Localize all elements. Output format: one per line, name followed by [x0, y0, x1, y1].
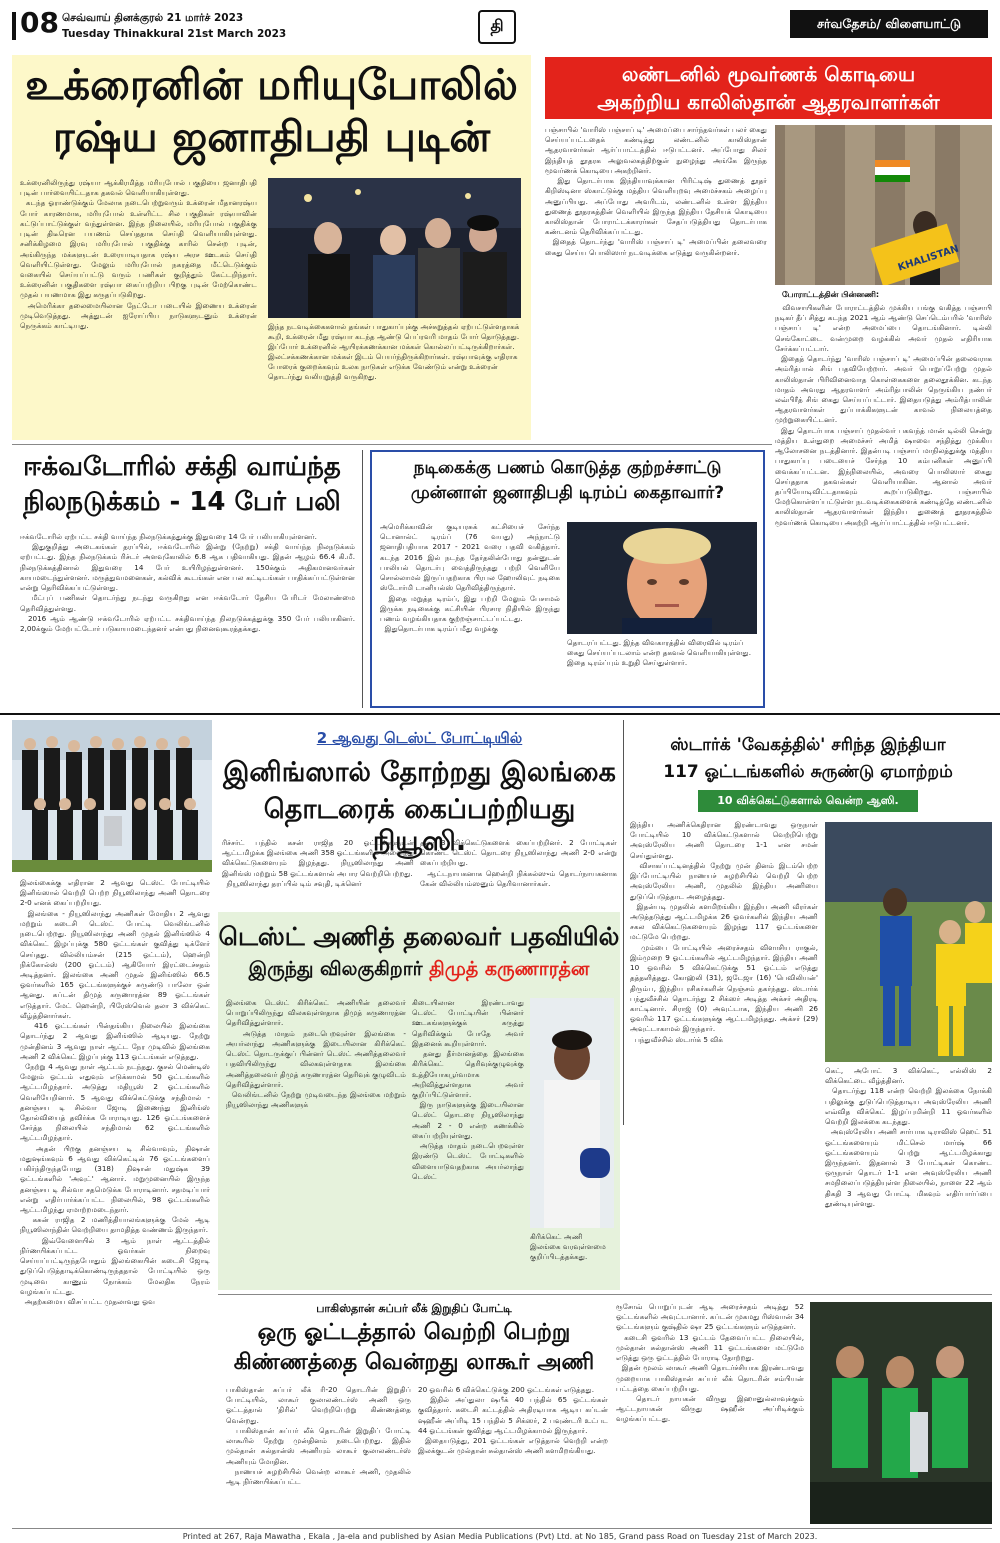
psl-body-1: பாகிஸ்தான் சுப்பர் லீக் ரி-20 தொடரின் இறுதிப் போட்டியில், லாகூர் குலாலண்டர்ஸ் அணி ஒரு ஓட்டத்தால் 'திரில்' வெற்றிபெற்று கிண்ணத்தை வென்றது. பாகிஸ்தான் சுப்பர் லீக் தொடரின் இறுதிப் போட்டி லாகூரில் நேற்று முன்தினம் நடைபெற்றது. இதில் முல்தான் சுல்தான்ஸ் அணியும் லாகூர் குலாலண்டர்ஸ் அணியும் மோதின. நாணயச் சுழற்சியில் வென்ற லாகூர் அணி, முதலில் ஆடி நிர்ணயிக்கப்பட்ட — [226, 1385, 411, 1486]
footer-rule — [12, 1528, 992, 1529]
story-trump-headline-1: நடிகைக்கு பணம் கொடுத்த குற்றச்சாட்டு — [413, 458, 722, 478]
india-aus-photo-image — [825, 822, 992, 1062]
section-label-text: சர்வதேசம்/ விளையாட்டு — [816, 16, 961, 31]
karunaratne-body-1: இலங்கை டெஸ்ட் கிரிக்கெட் அணியின் தலைவர் பொறுப்பிலிருந்து விலகவுள்ளதாக திமுத் கருணாரத்ன தெரிவித்துள்ளார். அடுத்த மாதம் நடைபெறவுள்ள இலங்கை - அயர்லாந்து அணிகளுக்கு இடையிலான கிரிக்கெட் டெஸ்ட் தொடருக்குப் பின்னர் டெஸ்ட் அணித்தலைவர் பதவியிலிருந்து விலகவுள்ளதாக இலங்கை அணித்தலைவர் திமுத் கருணாரத்ன தெரிவுக் குழுவிடம் தெரிவித்துள்ளார். வெலிங்டனில் நேற்று முடிவடைந்த இலங்கை மற்றும் நியூஸிலாந்து அணிகளுக் — [226, 998, 406, 1110]
story-putin-headline-2: ரஷ்ய ஜனாதிபதி புடின் — [52, 112, 491, 161]
divider-sl-nz — [623, 720, 624, 1125]
story-khalistan-headline-1: லண்டனில் மூவர்ணக் கொடியை — [621, 62, 916, 86]
karunaratne-photo-image — [530, 998, 614, 1228]
story-trump-headline-2: முன்னாள் ஜனாதிபதி டிரம்ப் கைதாவார்? — [410, 483, 725, 503]
psl-kicker: பாகிஸ்தான் சுப்பர் லீக் இறுதிப் போட்டி — [316, 1302, 512, 1315]
india-aus-headline-1: ஸ்டார்க் 'வேகத்தில்' சரிந்த இந்தியா — [670, 735, 946, 755]
karunaratne-body-2: கிடையிலான இரண்டாவது டெஸ்ட் போட்டியின் பின்னர் ஊடகங்களுக்குக் கருத்து தெரிவிக்கும் போதே அவர் இதனைக் கூறியுள்ளார். தனது தீர்மானத்தை இலங்கை கிரிக்கெட் தெரிவுக்குழுவுக்கு உத்தியோகபூர்வமாக அறிவித்துள்ளதாக அவர் குறிப்பிட்டுள்ளார். இரு நாடுகளுக்கு இடையிலான டெஸ்ட் தொடரை நியூஸிலாந்து அணி 2 - 0 என்ற கணக்கில் கைப்பற்றியுள்ளது. அடுத்த மாதம் நடைபெறவுள்ள இரண்டு டெஸ்ட் போட்டிகளில் விளையாடுவதற்காக அயர்லாந்து டெஸ்ட் — [412, 998, 524, 1181]
psl-photo-image — [810, 1302, 992, 1524]
psl-photo — [810, 1302, 992, 1524]
divider-middle — [0, 713, 1000, 715]
story-khalistan-headline-2: அகற்றிய காலிஸ்தான் ஆதரவாளர்கள் — [597, 90, 940, 114]
putin-photo — [268, 178, 521, 318]
karunaratne-headline-1: டெஸ்ட் அணித் தலைவர் பதவியில் — [218, 922, 620, 951]
page-number: 08 — [20, 6, 59, 39]
india-aus-subhead: 10 விக்கெட்டுகளால் வென்ற ஆஸி. — [717, 794, 899, 807]
karunaratne-headline-2-highlight: திமுத் கருணாரத்ன — [429, 958, 590, 980]
trump-photo-image — [567, 522, 757, 634]
india-aus-headline-2: 117 ஓட்டங்களில் சுருண்டு ஏமாற்றம் — [663, 762, 953, 782]
nz-team-photo — [12, 720, 212, 872]
date-english: Tuesday Thinakkural 21st March 2023 — [62, 28, 287, 40]
sl-nz-body: இலங்கைக்கு எதிரான 2 ஆவது டெஸ்ட் போட்டியில் இனிங்ஸால் வெற்றி பெற்ற நியூஸிலாந்து அணி தொடரை 2-0 எனக் கைப்பற்றியது. இலங்கை - நியூஸிலாந்து அணிகள் மோதிய 2 ஆவது மற்றும் கடைசி டெஸ்ட் போட்டி வெலிங்டனில் நடைபெற்றது. நியூஸிலாந்து அணி முதல் இனிங்ஸில் 4 விக்கெட் இழப்புக்கு 580 ஓட்டங்கள் குவித்து டிக்ளேர் செய்தது. வில்லியம்சன் (215 ஓட்டம்), ஹென்றி நிக்கோல்ஸ் (200 ஓட்டம்) ஆகியோர் இரட்டைச்சதம் அடித்தனர். இலங்கை அணி முதல் இனிங்ஸில் 66.5 ஓவர்களில் 165 ஓட்டங்களுக்குச் சுருண்டு பாலோ ஒன் ஆனது. கப்டன் திமுத் கருணாரத்ன 89 ஓட்டங்கள் எடுத்தார். மேட் ஹென்றி, பிரேஸ்வெல் தலா 3 விக்கெட் வீழ்த்தினார்கள். 416 ஓட்டங்கள் பின்தங்கிய நிலையில் இலங்கை தொடர்ந்து 2 ஆவது இனிங்ஸில் ஆடியது. நேற்று முன்தினம் 3 ஆவது நாள் ஆட்ட நேர முடிவில் இலங்கை அணி 2 விக்கெட் இழப்புக்கு 113 ஓட்டங்கள் எடுத்தது. நேற்று 4 ஆவது நாள் ஆட்டம் நடந்தது. குசல் மெண்டிஸ் மேலும் ஓட்டம் எதுவும் எடுக்காமல் 50 ஓட்டங்களில் ஆட்டமிழந்தார். அடுத்து மதியூஸ் 2 ஓட்டங்களில் வெளியேறினார். 5 ஆவது விக்கெட்டுக்கு சந்திமால் - தனஞ்சய டி சில்வா ஜோடி இணைந்து இனிங்ஸ் தோல்வியைத் தவிர்க்க போராடியது. 126 ஓட்டங்களைச் சேர்த்த நிலையில் சந்திமால் 62 ஓட்டங்களில் ஆட்டமிழந்தார். அதன் பிறகு தனஞ்சய டி சில்வாவும், நிஷான் மதுஷங்கவும் 6 ஆவது விக்கெட்டில் 76 ஓட்டங்களைப் பகிர்ந்திருந்தபோது (318) நிஷான் மதுஷ்க 39 ஓட்டங்களில் 'அவுட்' ஆனார். மறுமுனையில் இருந்த தனஞ்சய டி சில்வா சதமெடுக்க போராடினார். சதமடிப்பார் என்று எதிர்பார்க்கப்பட்ட நிலையில், 98 ஓட்டங்களில் ஆட்டமிழந்து ஏமாற்றமடைந்தார். கசுன் ராஜித 2 மணித்தியாலங்களுக்கு மேல் ஆடி நியூஸிலாந்தின் வெற்றியை தாமதித்த வண்ணம் இருந்தார். இவ்வேளையில் 3 ஆம் நாள் ஆட்டத்தில் நிர்ணயிக்கப்பட்ட ஓவர்கள் நிறைவு செய்யப்பட்டிருந்தபோதும் இலங்கையின் கடைசி ஜோடி துடுப்பெடுத்தாடிக்கொண்டிருந்ததால் போட்டியில் ஒரு முடிவை காணும் நோக்கம் மேலதிக நேரம் வழங்கப்பட்டது. அதற்கமைய விசப்பட்ட முதலாவது ஓவ — [20, 878, 210, 1306]
story-trump-caption: தொடரப்பட்டது. இந்த விவகாரத்தில் விரைவில் டிரம்ப் கைது செய்யப்படலாம் என்ற தகவல் வெளியாகியுள்ளது. இதை டிரம்ப்பும் உறுதி செய்துள்ளார். — [567, 638, 754, 668]
masthead — [0, 0, 1000, 50]
story-putin-body: உக்ரைனிலிருந்து ரஷ்யா ஆக்கிரமித்த மரியுபோல் பகுதியை ஜனாதிபதி புடின் பார்வையிட்டதாக தகவல் வெளியாகியுள்ளது. கடந்த ஓராண்டுக்கும் மேலாக நடைபெற்றுவரும் உக்ரைன் மீதானரஷ்ய போர் காரணமாக, மரியுபோல் உள்ளிட்ட சில பகுதிகள் ரஷ்யாவின் கட்டுப்பாட்டுக்குள் வந்துள்ளன. இந்த நிலையில், மரியுபோல் பகுதிக்கு புடின் திடீரென பயணம் செய்ததாக செய்தி வெளியாகியுள்ளது. சனிக்கிழமை இரவு மரியுபோல் பகுதிக்கு காரில் சென்ற புடின், அங்கிருந்த மக்களுடன் உரையாடியதாக ரஷ்ய அரச ஊடகம் செய்தி வெளியிட்டுள்ளது. மேலும் மரியுபோல் நகரத்தை மீட்டெடுக்கும் வகையில் செய்யப்பட்டு வரும் பணிகள் குறித்தும் கேட்டறிந்தார். உக்ரைனின் பகுதிகளை ரஷ்யா கைப்பற்றிய பிறகு புடின் மேற்கொண்ட முதல் பயணமாக இது கருதப்படுகிறது. அமெரிக்கா தலைமையிலான நேட்டோ படையில் இணைய உக்ரைன் முடிவெடுத்தது. அத்துடன் ஐரோப்பிய நாடுகளுடனும் உக்ரைன் நெருக்கம் காட்டியது. — [20, 178, 257, 331]
story-putin-caption: இந்த நடவடிக்கைகளால் தங்கள் பாதுகாப்புக்கு அச்சுறுத்தல் ஏற்பட்டுள்ளதாகக் கூறி, உக்ரைன் மீது ரஷ்யா கடந்த ஆண்டு பெப்ரவரி மாதம் போர் தொடுத்தது. இப்போர் உக்ரைனில் ஆயிரக்கணக்கான மக்கள் கொல்லப்பட்டிருக்கிறார்கள். இலட்சக்கணக்கான மக்கள் இடம் பெயர்ந்திருக்கிறார்கள். ரஷ்யாவுக்கு எதிராக போரைக் குறைக்கவும் உலக நாடுகள் எடுக்க வேண்டும் என்று உக்ரைன் தொடர்ந்து வலியுறுத்தி வருகிறது. — [268, 322, 520, 382]
putin-photo-image — [268, 178, 521, 318]
psl-headline-1: ஒரு ஓட்டத்தால் வெற்றி பெற்று — [257, 1320, 571, 1345]
karunaratne-photo — [530, 998, 614, 1228]
story-trump-body: அமெரிக்காவின் குடியரசுக் கட்சியைச் சேர்ந்த டொனால்ட் டிரம்ப் (76 வயது) அந்நாட்டு ஜனாதிபதியாக 2017 - 2021 வரை பதவி வகித்தார். கடந்த 2016 இல் நடந்த தேர்தலின்போது தன்னுடன் பாலியல் தொடர்பு வைத்திருந்தது பற்றி வெளியே சொல்லாமல் இருப்பதற்காக பிரபல ஹோலிவுட் நடிகை ஸ்டோர்மி டானியல்ஸ் தெரிவித்திருந்தார். இதை மறுத்த டிரம்ப், இது பற்றி மேலும் பேசாமல் இருக்க நடிகைக்கு கட்சியின் பிரசார நிதியில் இருந்து பணம் வழங்கியதாக குற்றஞ்சாட்டப்பட்டது. இதுதொடர்பாக டிரம்ப் மீது வழக்கு — [380, 522, 560, 634]
logo-glyph: தி — [490, 16, 504, 35]
footer-imprint: Printed at 267, Raja Mawatha , Ekala , Ja-ela and published by Asian Media Publications (Pvt) Ltd. at No 185, Grand pass Road on Tuesday 21st of March 2023. — [182, 1532, 818, 1541]
sl-nz-intro-2: தலா 3 விக்கெட்டுகளைக் கைப்பற்றினர். 2 போட்டிகள் கொண்ட டெஸ்ட் தொடரை நியூஸிலாந்து அணி 2-0 என்று கைப்பற்றியது. ஆட்டநாயகனாக ஹென்றி நிக்கல்ஸும் தொடர்நாயகனாக கேன் வில்லியம்ஸனும் தெரிவானார்கள். — [420, 838, 617, 888]
logo — [478, 10, 516, 44]
karunaratne-caption: கிரிக்கெட் அணி இலங்கை வரவுள்ளமை குறிப்பிடத்தக்கது. — [530, 1232, 609, 1262]
khalistan-sidebar-body: விவசாயிகளின் போராட்டத்தில் முக்கிய பங்கு வகித்த பஞ்சாபி நடிகர் தீப் சித்து கடந்த 2021 ஆம் ஆண்டு செப்டெம்பரில் 'வாரிஸ் பஞ்சாப் டி' என்ற அமைப்பை தொடங்கினார். டில்லி செங்கோட்டை வன்முறை வழக்கில் அவர் முதல் எதிரியாக சேர்க்கப்பட்டார். இதைத் தொடர்ந்து 'வாரிஸ் பஞ்சாப் டி' அமைப்பின் தலைவராக அம்ரித்பால் சிங் பதவியேற்றார். அவர் பொறுப்பேற்று முதல் காலிஸ்தான் பிரிவினைவாத கொள்கைகளை தலைதூக்கின. கடந்த மாதம் அவரது ஆதரவாளர் அம்ரித்பாலின் நெருங்கிய நண்பர் லவ்பிரீத் சிங் கைது செய்யப்பட்டார். இதையடுத்து அம்ரித்பாலின் ஆதரவாளர்கள் துப்பாக்கிகளுடன் காவல் நிலையத்தை முற்றுகையிட்டனர். இது தொடர்பாக பஞ்சாப் முதல்வர் பகவந்த் மான் டில்லி சென்று மத்திய உள்துறை அமைச்சர் அமித் ஷாவை சந்தித்து முக்கிய ஆலோசனை நடத்தினார். இதன்படி பஞ்சாப் மாநிலத்துக்கு மத்திய பாதுகாப்பு படையைச் சேர்ந்த 10 கம்பனிகள் அனுப்பி வைக்கப்பட்டன. இந்நிலையில், அவரை பொலிஸார் கைது செய்ததாக தகவல்கள் வெளியாகின. ஆனால் அவர் தப்பியோடிவிட்டதாகவும் கூறப்படுகிறது. பஞ்சாபில் மேற்கொள்ளப்பட்டுள்ள நடவடிக்கைகளைக் கண்டித்தே லண்டனில் காலிஸ்தான் ஆதரவாளர்கள் இந்திய துணைத் தூதரகத்தில் மூவர்ணக் கொடியை அகற்றி ஆர்ப்பாட்டத்தில் ஈடுபட்டனர். — [775, 303, 992, 527]
khalistan-photo — [775, 125, 992, 285]
khalistan-sidebar-heading: போராட்டத்தின் பின்னணி: — [782, 290, 880, 299]
divider-psl — [218, 1294, 992, 1295]
divider-top — [12, 444, 772, 445]
india-aus-caption: கெட், அபோட் 3 விக்கெட், எல்லிஸ் 2 விக்கெட்டை வீழ்த்தினர். தொடர்ந்து 118 என்ற வெற்றி இலக்கை நோக்கி பதிலுக்கு துடுப்பெடுத்தாடிய அவுஸ்ரேலிய அணி எவ்வித விக்கெட் இழப்புமின்றி 11 ஓவர்களில் வெற்றி இலக்கை கடந்தது. அவுஸ்ரேலிய அணி சார்பாக டிராவிஸ் ஹெட் 51 ஓட்டங்களையும் மிட்செல் மார்ஷ் 66 ஓட்டங்களையும் பெற்று ஆட்டமிழக்காது இருந்தனர். இதனால் 3 போட்டிகள் கொண்ட ஒருநாள் தொடர் 1-1 என அவுஸ்ரேலிய அணி சமநிலைப்படுத்தியுள்ள நிலையில், நாளை 22 ஆம் திகதி 3 ஆவது போட்டி மிகவும் எதிர்பார்ப்பை தூண்டியுள்ளது. — [825, 1066, 992, 1208]
sl-nz-headline-2: தொடரைக் கைப்பற்றியது நியூஸி. — [263, 794, 576, 858]
karunaratne-headline-2-plain: இருந்து விலகுகிறார் — [248, 958, 430, 980]
story-ecuador-headline-2: நிலநடுக்கம் - 14 பேர் பலி — [23, 487, 341, 517]
story-khalistan-body: பஞ்சாபில் 'வாரிஸ் பஞ்சாப் டி' அமைப்பை சார்ந்தவர்கள் பலர் கைது செய்யப்பட்டதைக் கண்டித்து லண்டனில் காலிஸ்தான் ஆதரவாளர்கள் ஆர்ப்பாட்டத்தில் ஈடுபட்டனர். அப்போது சிலர் இந்தியத் தூதரக அலுவலகத்திற்குள் நுழைந்து அங்கே இருந்த மூவர்ணக் கொடியை அகற்றினர். இது தொடர்பாக இந்தியாவுக்கான பிரிட்டிஷ் துணைத் தூதர் கிறிஸ்டினா ஸ்காட்டுக்கு மத்திய வெளியுறவு அமைச்சகம் அழைப்பு அனுப்பியது. அப்போது அவரிடம், லண்டனில் உள்ள இந்திய துணைத் தூதரகத்தின் வெளியில் இருந்த இந்திய தேசியக் கொடியை காலிஸ்தான் போராட்டக்காரர்கள் சேதப்படுத்தியது தொடர்பாக கண்டனம் தெரிவிக்கப்பட்டது. இதைத் தொடர்ந்து 'வாரிஸ் பஞ்சாப் டி' அமைப்பின் தலைவரை கைது செய்ய பொலிஸார் நடவடிக்கை எடுத்து வருகின்றனர். — [545, 125, 767, 257]
story-ecuador-body: ஈக்வடோரில் ஏற்பட்ட சக்தி வாய்ந்த நிலநடுக்கத்துக்கு இதுவரை 14 பேர் பலியாகியுள்ளனர். இதுகுறித்து அடைகங்கள் தரப்பில், ஈக்வடோரில் இன்று (நேற்று) சக்தி வாய்ந்த நிலநடுக்கம் ஏற்பட்டது. இந்த நிலநடுக்கம் ரிச்டர் அளவுகோலில் 6.8 ஆக பதிவாகியது. இதன் ஆழம் 66.4 கி.மீ. நிலநடுக்கத்தினால் இதுவரை 14 பேர் உயிரிழந்துள்ளனர். 150க்கும் அதிகமானவர்கள் காயமடைந்துள்ளனர். மருத்துவமனைகள், கல்விக் கூடங்கள் என பல கட்டிடங்கள் பாதிக்கப்பட்டுள்ளன என்று தெரிவிக்கப்பட்டுள்ளது. மீட்புப் பணிகள் தொடர்ந்து நடந்து வருகிறது என ஈக்வடோர் தேசிய பேரிடர் மேலாண்மை தெரிவித்துள்ளது. 2016 ஆம் ஆண்டு ஈக்வடோரில் ஏற்பட்ட சக்திவாய்ந்த நிலநடுக்கத்துக்கு 350 பேர் பலியாகினர். 2,00க்கும் மேற்பட்டோர் படுகாயமடைந்தனர் என்பது நினைவுகூரத்தக்கது. — [20, 532, 355, 633]
story-ecuador-headline-1: ஈக்வடோரில் சக்தி வாய்ந்த — [23, 452, 341, 482]
page-number-bar — [12, 12, 16, 40]
nz-team-photo-image — [12, 720, 212, 872]
karunaratne-headline-2 — [218, 958, 620, 981]
sl-nz-intro: ரிச்சர்ட் பந்தில் கசன் ராஜித 20 ஓட்டங்களுடன் ஆட்டமிழக்க இலங்கை அணி 358 ஓட்டங்களில் அனைத்து விக்கெட்டுகளையும் இழந்தது. நியூஸிலாந்து அணி இனிங்ஸ் மற்றும் 58 ஓட்டங்களால் அபார வெற்றிபெற்றது. நியூஸிலாந்து தரப்பில் டிம் சவுதி, டிக்னெர் — [222, 838, 414, 888]
section-label — [790, 10, 988, 38]
khalistan-flag-text: KHALISTAN — [896, 243, 961, 274]
psl-body-3: ரூசோவ் பொறுப்புடன் ஆடி அரைச்சதம் அடித்து 52 ஓட்டங்களில் அவுட்டானார். கப்டன் முகமது ரிஸ்வான் 34 ஓட்டங்களும் குஷ்தில் ஷா 25 ஓட்டங்களும் எடுத்தனர். கடைசி ஓவரில் 13 ஓட்டம் தேவைப்பட்ட நிலையில், முல்தான் சுல்தான்ஸ் அணி 11 ஓட்டங்களை மட்டுமே எடுத்து ஒரு ஓட்டத்தில் போராடி தோற்றது. இதன் மூலம் லாகூர் அணி தொடர்ச்சியாக இரண்டாவது முறையாக பாகிஸ்தான் சுப்பர் லீக் தொடரின் சம்பியன் பட்டத்தை கைப்பற்றியது. தொடர் நாயகன் விருது இஹானுல்லாவுக்கும் ஆட்டநாயகன் விருது ஷஹீன் அப்ரிடிக்கும் வழங்கப்பட்டது. — [616, 1302, 804, 1424]
story-putin-headline-1: உக்ரைனின் மரியுபோலில் — [25, 60, 518, 109]
khalistan-photo-image — [775, 125, 992, 285]
india-aus-photo — [825, 822, 992, 1062]
india-aus-body: இந்திய அணிக்கெதிரான இரண்டாவது ஒருநாள் போட்டியில் 10 விக்கெட்டுகளால் வெற்றிபெற்று அவுஸ்ரேலிய அணி தொடரை 1-1 என சமன் செய்துள்ளது. விசாகப்பட்டினத்தில் நேற்று முன் தினம் இடம்பெற்ற இப்போட்டியில் நாணயச் சுழற்சியில் வெற்றி பெற்ற அவுஸ்ரேலிய அணி, முதலில் இந்திய அணியை துடுப்பெடுத்தாட அழைத்தது. இதன்படி முதலில் களமிறங்கிய இந்திய அணி வீரர்கள் அடுத்தடுத்து ஆட்டமிழக்க 26 ஓவர்களில் இந்திய அணி சகல விக்கெட்டுகளையும் இழந்து 117 ஓட்டங்களை மட்டுமே பெற்றது. மும்பை போட்டியில் அரைச்சதம் விளாசிய ராகுல், இம்முறை 9 ஓட்டங்களில் ஆட்டமிழந்தார். இந்திய அணி 10 ஓவரில் 5 விக்கெட்டுக்கு 51 ஓட்டம் எடுத்து தத்தளித்தது. கோஹ்லி (31), ஜடேஜா (16) 'பெவிலியன்' திரும்ப, இந்திய ரசிகர்களின் நெஞ்சம் தகர்ந்தது. ஸ்டார்க் பந்துவீச்சில் தொடர்ந்து 2 சிக்ஸர் அடித்த அக்சர் அதிரடி காட்டினார். சிராஜ் (0) அவுட்டாக, இந்திய அணி 26 ஓவரில் 117 ஓட்டங்களுக்கு ஆட்டமிழந்தது. அக்சர் (29) அவுட்டாகாமல் இருந்தார். பந்துவீச்சில் ஸ்டார்க் 5 விக் — [630, 820, 818, 1044]
divider-ecuador — [362, 450, 363, 708]
sl-nz-kicker: 2 ஆவது டெஸ்ட் போட்டியில் — [316, 729, 523, 747]
trump-photo — [567, 522, 757, 634]
sl-nz-headline-1: இனிங்ஸால் தோற்றது இலங்கை — [223, 757, 616, 788]
date-tamil: செவ்வாய் தினக்குரல் 21 மார்ச் 2023 — [62, 12, 244, 24]
psl-body-2: 20 ஓவரில் 6 விக்கெட்டுக்கு 200 ஓட்டங்கள் எடுத்தது. இதில் அப்துலா ஷபீக் 40 பந்தில் 65 ஓட்டங்கள் குவித்தார். கடைசி கட்டத்தில் அதிரடியாக ஆடிய கப்டன் ஷஹீன் அப்ரிடி 15 பந்தில் 5 சிக்ஸர், 2 பவுண்டரி உட்பட 44 ஓட்டங்கள் குவித்து ஆட்டமிழக்காமல் இருந்தார். இதையடுத்து, 201 ஓட்டங்கள் எடுத்தால் வெற்றி என்ற இலக்குடன் முல்தான் சுல்தான்ஸ் அணி களமிறங்கியது. — [418, 1385, 608, 1456]
psl-headline-2: கிண்ணத்தை வென்றது லாகூர் அணி — [233, 1350, 595, 1375]
